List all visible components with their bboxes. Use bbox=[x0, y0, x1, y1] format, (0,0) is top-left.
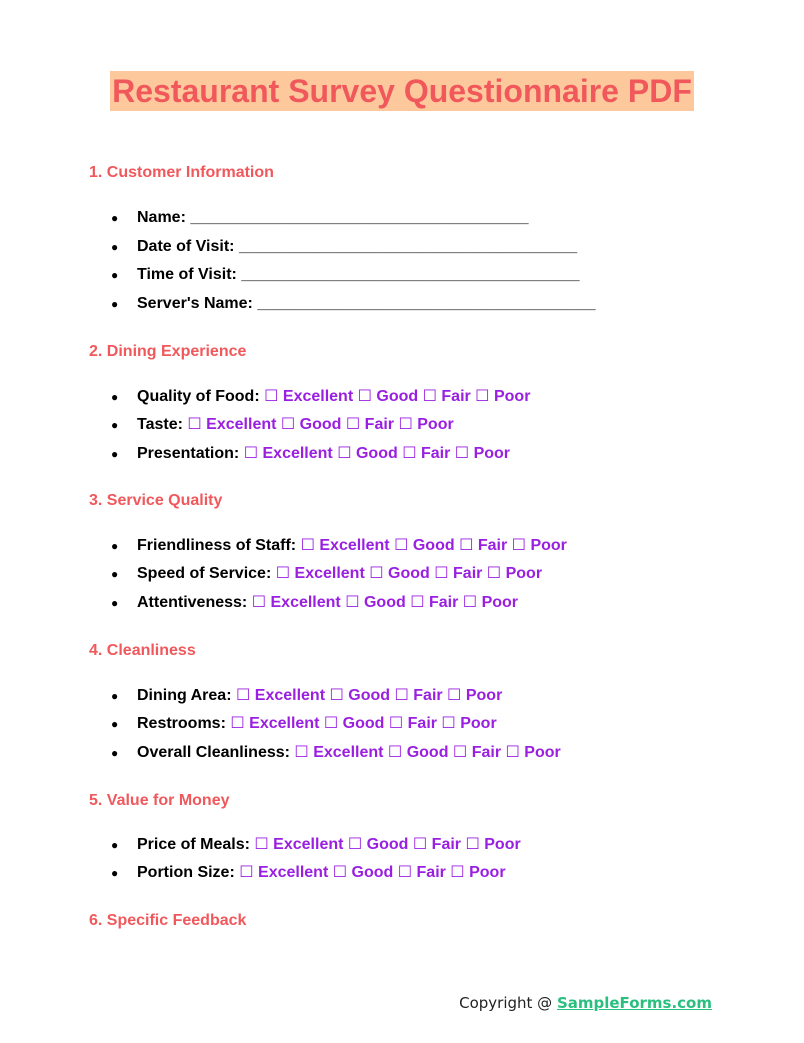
list-item bbox=[89, 265, 769, 285]
date-of-visit-field[interactable]: ______________________________________ bbox=[238, 237, 578, 255]
rating-options[interactable]: ☐ Excellent ☐ Good ☐ Fair ☐ Poor bbox=[239, 864, 506, 882]
item-label: Overall Cleanliness: bbox=[137, 743, 290, 761]
section-cleanliness bbox=[89, 641, 769, 763]
list-item bbox=[89, 835, 769, 855]
section-service-quality bbox=[89, 491, 769, 613]
section-dining-experience bbox=[89, 342, 769, 464]
rating-options[interactable]: ☐ Excellent ☐ Good ☐ Fair ☐ Poor bbox=[264, 388, 531, 405]
section-list bbox=[89, 835, 769, 883]
rating-options[interactable]: ☐ Excellent ☐ Good ☐ Fair ☐ Poor bbox=[300, 537, 567, 554]
rating-options[interactable]: ☐ Excellent ☐ Good ☐ Fair ☐ Poor bbox=[243, 444, 511, 462]
section-value-for-money bbox=[89, 791, 769, 883]
title-wrap bbox=[0, 71, 804, 111]
list-item bbox=[89, 863, 769, 883]
section-list bbox=[89, 387, 769, 464]
bullet-icon: ● bbox=[111, 717, 119, 732]
list-item bbox=[89, 593, 769, 613]
item-label: Restrooms: bbox=[137, 715, 226, 733]
section-list bbox=[89, 208, 769, 314]
bullet-icon: ● bbox=[111, 567, 119, 582]
bullet-icon: ● bbox=[111, 838, 119, 852]
bullet-icon: ● bbox=[111, 297, 119, 312]
bullet-icon: ● bbox=[111, 866, 119, 881]
section-heading: 2. Dining Experience bbox=[89, 343, 247, 360]
item-label: Date of Visit: bbox=[137, 237, 235, 255]
rating-options[interactable]: ☐ Excellent ☐ Good ☐ Fair ☐ Poor bbox=[251, 593, 519, 611]
rating-options[interactable]: ☐ Excellent ☐ Good ☐ Fair ☐ Poor bbox=[275, 565, 543, 583]
item-label: Friendliness of Staff: bbox=[137, 537, 297, 554]
list-item bbox=[89, 237, 769, 257]
item-label: Server's Name: bbox=[137, 295, 253, 313]
bullet-icon: ● bbox=[111, 211, 119, 225]
bullet-icon: ● bbox=[111, 268, 119, 283]
page-title: Restaurant Survey Questionnaire PDF bbox=[112, 73, 692, 109]
section-heading: 3. Service Quality bbox=[89, 492, 223, 509]
list-item bbox=[89, 536, 769, 556]
rating-options[interactable]: ☐ Excellent ☐ Good ☐ Fair ☐ Poor bbox=[235, 687, 503, 704]
list-item bbox=[89, 415, 769, 435]
section-heading: 4. Cleanliness bbox=[89, 642, 196, 659]
rating-options[interactable]: ☐ Excellent ☐ Good ☐ Fair ☐ Poor bbox=[187, 416, 454, 434]
copyright-text: Copyright @ bbox=[459, 994, 553, 1012]
list-item bbox=[89, 714, 769, 734]
sampleforms-link[interactable]: SampleForms.com bbox=[556, 994, 712, 1012]
footer-copyright bbox=[0, 994, 712, 1012]
item-label: Time of Visit: bbox=[137, 266, 237, 284]
item-label: Portion Size: bbox=[137, 864, 235, 882]
list-item bbox=[89, 387, 769, 407]
item-label: Name: bbox=[137, 209, 186, 226]
item-label: Presentation: bbox=[137, 444, 240, 462]
list-item bbox=[89, 686, 769, 706]
bullet-icon: ● bbox=[111, 418, 119, 433]
list-item bbox=[89, 208, 769, 228]
bullet-icon: ● bbox=[111, 239, 119, 254]
bullet-icon: ● bbox=[111, 689, 119, 703]
servers-name-field[interactable]: ______________________________________ bbox=[257, 295, 596, 313]
section-heading: 5. Value for Money bbox=[89, 792, 230, 809]
section-heading: 1. Customer Information bbox=[89, 164, 274, 181]
item-label: Dining Area: bbox=[137, 687, 232, 704]
section-heading: 6. Specific Feedback bbox=[89, 912, 247, 929]
section-list bbox=[89, 536, 769, 613]
item-label: Price of Meals: bbox=[137, 836, 250, 853]
section-specific-feedback bbox=[89, 911, 769, 931]
list-item bbox=[89, 444, 769, 464]
rating-options[interactable]: ☐ Excellent ☐ Good ☐ Fair ☐ Poor bbox=[294, 743, 561, 761]
name-field[interactable]: ______________________________________ bbox=[190, 209, 529, 226]
section-list bbox=[89, 686, 769, 763]
item-label: Taste: bbox=[137, 416, 183, 434]
rating-options[interactable]: ☐ Excellent ☐ Good ☐ Fair ☐ Poor bbox=[254, 836, 521, 853]
list-item bbox=[89, 564, 769, 584]
bullet-icon: ● bbox=[111, 390, 119, 404]
rating-options[interactable]: ☐ Excellent ☐ Good ☐ Fair ☐ Poor bbox=[230, 715, 497, 733]
list-item bbox=[89, 294, 769, 314]
time-of-visit-field[interactable]: ______________________________________ bbox=[241, 266, 580, 284]
item-label: Speed of Service: bbox=[137, 565, 272, 583]
section-customer-information bbox=[89, 163, 769, 314]
bullet-icon: ● bbox=[111, 446, 119, 461]
list-item bbox=[89, 743, 769, 763]
item-label: Attentiveness: bbox=[137, 593, 248, 611]
bullet-icon: ● bbox=[111, 595, 119, 610]
bullet-icon: ● bbox=[111, 539, 119, 553]
item-label: Quality of Food: bbox=[137, 388, 260, 405]
bullet-icon: ● bbox=[111, 745, 119, 760]
